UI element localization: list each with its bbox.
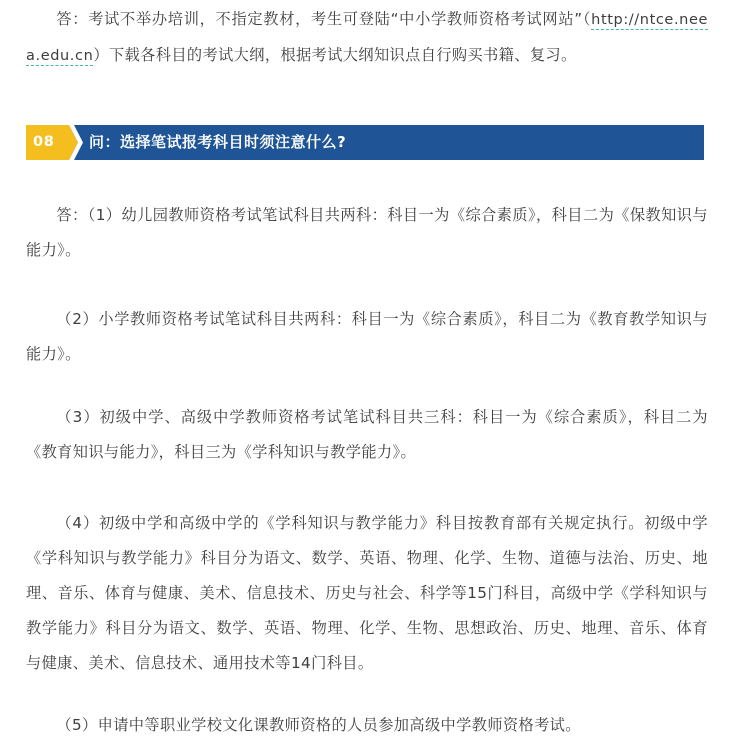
answer-intro-text-before: 答：考试不举办培训，不指定教材，考生可登陆“中小学教师资格考试网站”（	[56, 10, 592, 28]
question-header-banner	[26, 125, 704, 160]
answer-paragraph-3: （3）初级中学、高级中学教师资格考试笔试科目共三科：科目一为《综合素质》，科目二为《教育知识与能力》，科目三为《学科知识与教学能力》。	[26, 408, 708, 461]
answer-paragraph-4: （4）初级中学和高级中学的《学科知识与教学能力》科目按教育部有关规定执行。初级中学《学科知识与教学能力》科目分为语文、数学、英语、物理、化学、生物、道德与法治、历史、地理、音乐、体育与健康、美术、信息技术、历史与社会、科学等15门科目，高级中学《学科知识与教学能力》科目分为语文、数学、英语、物理、化学、生物、思想政治、历史、地理、音乐、体育与健康、美术、信息技术、通用技术等14门科目。	[26, 514, 708, 672]
answer-intro-text-after: ）下载各科目的考试大纲，根据考试大纲知识点自行购买书籍、复习。	[93, 46, 577, 64]
answer-paragraph-2: （2）小学教师资格考试笔试科目共两科：科目一为《综合素质》，科目二为《教育教学知识与能力》。	[26, 310, 708, 363]
question-number-badge: 08	[33, 134, 55, 150]
ntce-website-link[interactable]: http://ntce.neea.edu.cn	[26, 12, 708, 64]
answer-paragraph-1: 答：（1）幼儿园教师资格考试笔试科目共两科：科目一为《综合素质》，科目二为《保教知识与能力》。	[26, 206, 708, 259]
answer-paragraph-5: （5）申请中等职业学校文化课教师资格的人员参加高级中学教师资格考试。	[56, 716, 581, 734]
question-title: 问：选择笔试报考科目时须注意什么?	[89, 133, 347, 151]
answer-paragraph-intro	[26, 2, 708, 74]
